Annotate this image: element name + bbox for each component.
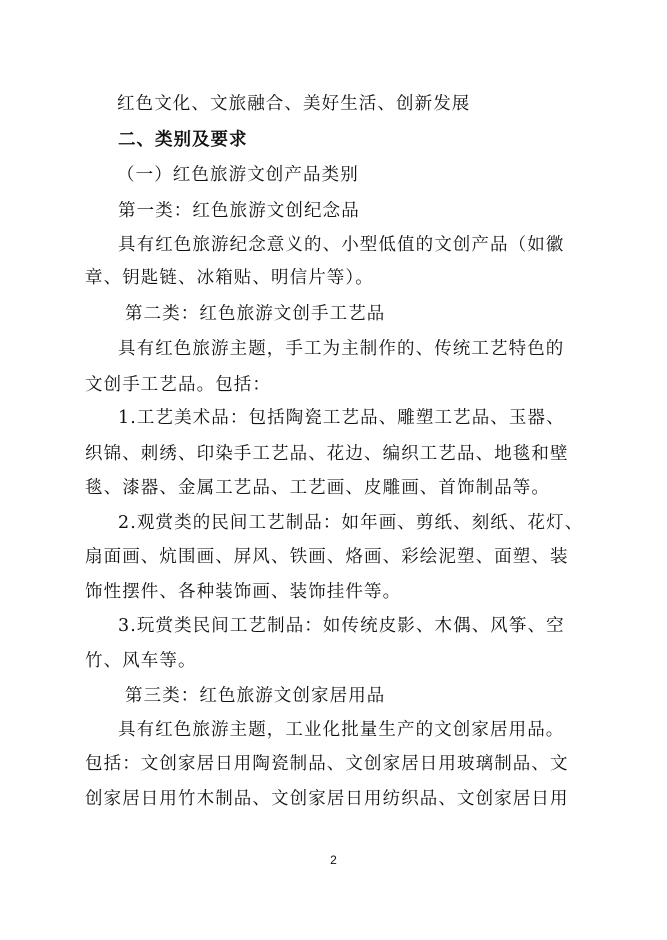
text-line: 文创手工艺品。包括： (85, 375, 271, 395)
text-line: 包括：文创家居日用陶瓷制品、文创家居日用玻璃制品、文 (85, 754, 569, 774)
section-heading: 二、类别及要求 (118, 130, 248, 150)
text-line: 具有红色旅游主题，工业化批量生产的文创家居用品。 (118, 720, 565, 740)
text-line: 扇面画、炕围画、屏风、铁画、烙画、彩绘泥塑、面塑、装 (85, 547, 569, 567)
text-line: 织锦、刺绣、印染手工艺品、花边、编织工艺品、地毯和壁 (85, 444, 569, 464)
page-number: 2 (330, 853, 337, 867)
list-item: 3.玩赏类民间工艺制品：如传统皮影、木偶、风筝、空 (118, 616, 565, 636)
text-line: 具有红色旅游主题，手工为主制作的、传统工艺特色的 (118, 339, 565, 359)
category-title: 第三类：红色旅游文创家居用品 (125, 686, 386, 706)
text-line: 红色文化、文旅融合、美好生活、创新发展 (117, 94, 471, 114)
category-title: 第一类：红色旅游文创纪念品 (118, 201, 360, 221)
text-line: 创家居日用竹木制品、文创家居日用纺织品、文创家居日用 (85, 789, 569, 809)
list-item: 2.观赏类的民间工艺制品：如年画、剪纸、刻纸、花灯、 (118, 513, 584, 533)
text-line: 饰性摆件、各种装饰画、装饰挂件等。 (85, 582, 402, 602)
text-line: 章、钥匙链、冰箱贴、明信片等）。 (85, 268, 374, 288)
list-item: 1.工艺美术品：包括陶瓷工艺品、雕塑工艺品、玉器、 (118, 408, 565, 428)
subsection-heading: （一）红色旅游文创产品类别 (117, 165, 359, 185)
text-line: 竹、风车等。 (85, 651, 197, 671)
text-line: 具有红色旅游纪念意义的、小型低值的文创产品（如徽 (118, 235, 565, 255)
text-line: 毯、漆器、金属工艺品、工艺画、皮雕画、首饰制品等。 (85, 478, 550, 498)
category-title: 第二类：红色旅游文创手工艺品 (125, 304, 386, 324)
